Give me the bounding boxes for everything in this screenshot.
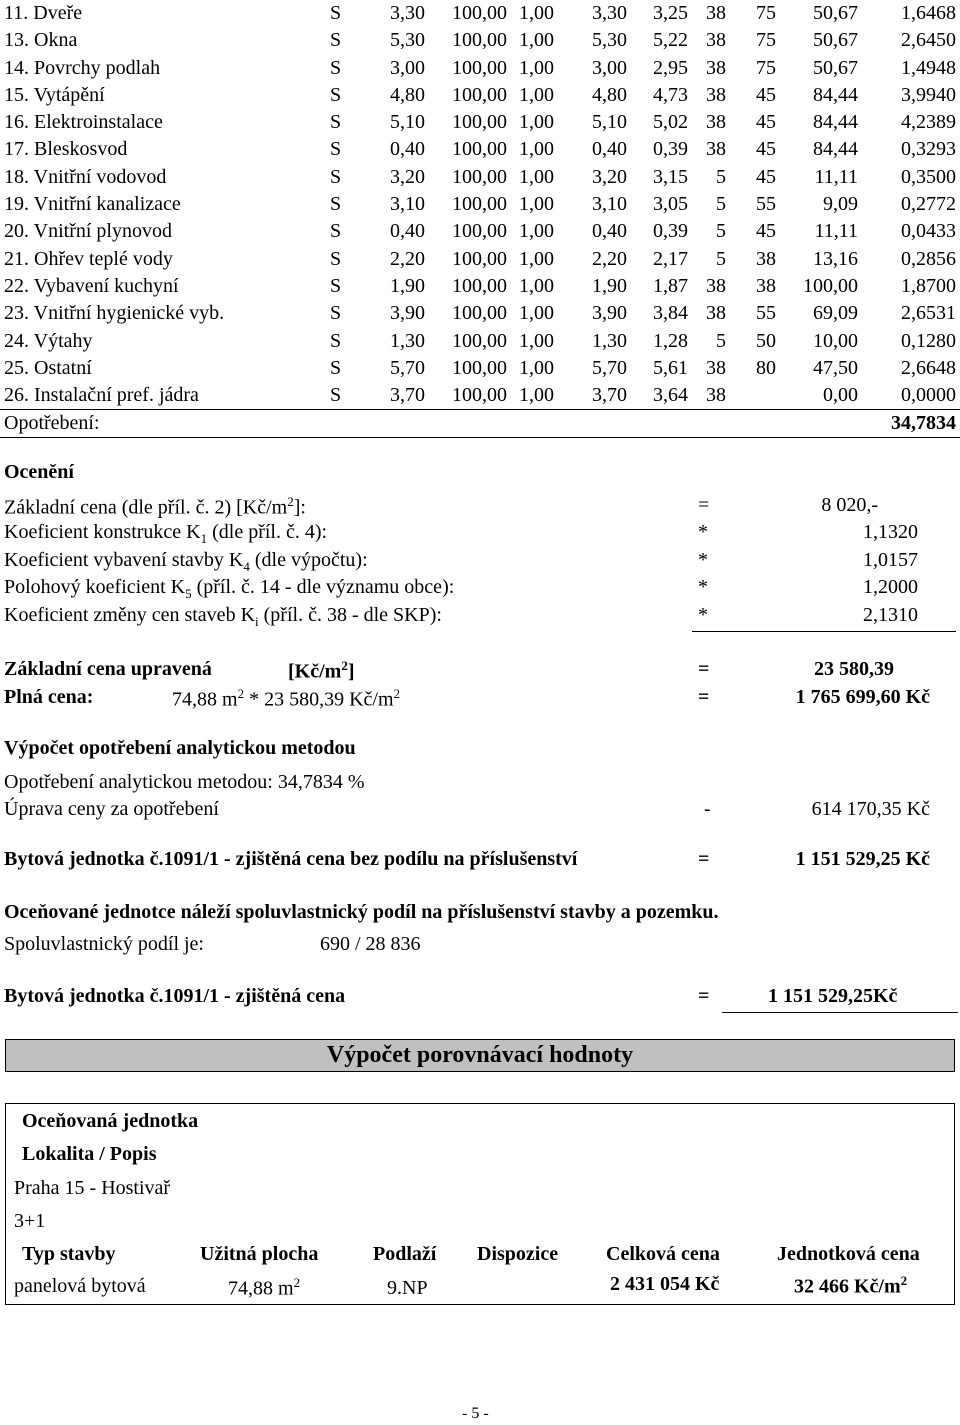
cost-cell: 75	[756, 56, 776, 79]
cost-cell: 1,90	[592, 274, 627, 297]
cost-cell: 1,00	[519, 111, 554, 134]
cost-item-name: 23. Vnitřní hygienické vyb.	[4, 302, 225, 325]
cost-cell: 10,00	[813, 329, 858, 352]
cost-cell: 1,4948	[901, 56, 956, 79]
cost-cell: S	[330, 2, 342, 24]
cost-cell: 38	[706, 29, 726, 52]
cost-cell: 2,6450	[901, 29, 956, 52]
cost-cell: 1,00	[519, 83, 554, 106]
cost-cell: 5	[716, 329, 726, 352]
unit-heading: Oceňovaná jednotka	[22, 1110, 199, 1132]
cost-cell: 5,10	[592, 111, 627, 134]
cost-cell: 84,44	[813, 138, 858, 161]
cost-cell: 1,00	[519, 56, 554, 79]
cost-cell: 2,20	[592, 247, 627, 270]
cost-cell: 100,00	[452, 356, 507, 379]
cost-cell: 1,00	[519, 165, 554, 188]
cost-cell: 1,00	[519, 329, 554, 352]
table-row	[0, 82, 960, 109]
cost-cell: 5,70	[592, 356, 627, 379]
unit-price-cmp-value: 32 466 $Kč/m^2$	[794, 1273, 908, 1298]
table-row	[0, 55, 960, 82]
cost-cell: S	[330, 274, 342, 297]
cost-cell: 3,10	[390, 193, 425, 216]
full-price-label: Plná cena:	[4, 686, 94, 708]
adjusted-value: 23 580,39	[814, 658, 894, 680]
cost-cell: 45	[756, 165, 776, 188]
cost-item-name: 11. Dveře	[4, 2, 83, 24]
cost-cell: 100,00	[452, 247, 507, 270]
cost-cell: 1,00	[519, 384, 554, 407]
unit-price-op: =	[698, 848, 710, 870]
cost-cell: 38	[706, 274, 726, 297]
analytic-heading: Výpočet opotřebení analytickou metodou	[4, 737, 356, 759]
analytic-adj-op: -	[704, 798, 711, 820]
cost-cell: 3,70	[592, 384, 627, 407]
k4-label: Koeficient vybavení stavby $K_4$ (dle výpočtu):	[4, 549, 368, 574]
cost-cell: 55	[756, 193, 776, 216]
cost-cell: 45	[756, 138, 776, 161]
cost-cell: 38	[706, 384, 726, 407]
cost-cell: 3,9940	[901, 83, 956, 106]
base-price-value: 8 020,-	[821, 494, 878, 516]
cost-cell: 100,00	[452, 111, 507, 134]
cost-cell: 5	[716, 247, 726, 270]
cost-cell: S	[330, 111, 342, 134]
cost-cell: 5	[716, 220, 726, 243]
cost-cell: 2,6531	[901, 302, 956, 325]
k4-value: 1,0157	[863, 549, 918, 571]
cost-item-name: 16. Elektroinstalace	[4, 111, 163, 134]
k5-label: Polohový koeficient $K_5$ (příl. č. 14 - dle významu obce):	[4, 576, 455, 601]
cost-cell: S	[330, 83, 342, 106]
cost-cell: 13,16	[813, 247, 858, 270]
cost-cell: 5,22	[653, 29, 688, 52]
cost-cell: 1,00	[519, 138, 554, 161]
cost-cell: 2,17	[653, 247, 688, 270]
cost-cell: 4,80	[592, 83, 627, 106]
cost-cell: 11,11	[814, 165, 858, 188]
locality-heading: Lokalita / Popis	[22, 1143, 157, 1165]
cost-item-name: 25. Ostatní	[4, 356, 92, 379]
cost-cell: 1,00	[519, 2, 554, 24]
share-label: Spoluvlastnický podíl je:	[4, 933, 204, 955]
cost-cell: 2,20	[390, 247, 425, 270]
cost-cell: 5,61	[653, 356, 688, 379]
cost-cell: 0,2772	[901, 193, 956, 216]
cost-cell: 80	[756, 356, 776, 379]
cost-cell: 45	[756, 83, 776, 106]
cost-cell: 100,00	[452, 193, 507, 216]
cost-cell: 1,00	[519, 274, 554, 297]
base-price-label: Základní cena (dle příl. č. 2) $[Kč/m^2]$:	[4, 494, 306, 519]
cost-cell: 3,15	[653, 165, 688, 188]
cost-cell: 0,0000	[901, 384, 956, 407]
table-row	[0, 300, 960, 327]
cost-cell: 100,00	[452, 138, 507, 161]
cost-cell: 0,3500	[901, 165, 956, 188]
cost-cell: 0,2856	[901, 247, 956, 270]
table-row	[0, 164, 960, 191]
cost-cell: 5,30	[390, 29, 425, 52]
table-row	[0, 246, 960, 273]
k5-value: 1,2000	[863, 576, 918, 598]
cost-cell: 38	[756, 247, 776, 270]
cost-cell: 100,00	[452, 83, 507, 106]
adjusted-op: =	[698, 658, 710, 680]
cost-cell: 3,10	[592, 193, 627, 216]
adjusted-label: Základní cena upravená	[4, 658, 212, 680]
cost-cell: 50,67	[813, 29, 858, 52]
divider	[0, 437, 960, 438]
cost-item-name: 19. Vnitřní kanalizace	[4, 193, 181, 216]
cost-item-name: 17. Bleskosvod	[4, 138, 128, 161]
cost-cell: 75	[756, 2, 776, 24]
cost-cell: S	[330, 56, 342, 79]
cost-cell: 100,00	[452, 302, 507, 325]
cost-cell: 100,00	[452, 56, 507, 79]
cost-cell: 38	[706, 56, 726, 79]
cost-cell: 1,28	[653, 329, 688, 352]
table-row	[0, 382, 960, 409]
cost-cell: 100,00	[452, 274, 507, 297]
cost-item-name: 26. Instalační pref. jádra	[4, 384, 199, 407]
table-row	[0, 0, 960, 27]
locality-value: Praha 15 - Hostivař	[14, 1177, 171, 1199]
k1-label: Koeficient konstrukce $K_1$ (dle příl. č. 4):	[4, 521, 328, 546]
cost-cell: 3,84	[653, 302, 688, 325]
cost-item-name: 14. Povrchy podlah	[4, 56, 161, 79]
full-price-op: =	[698, 686, 710, 708]
cost-cell: 1,00	[519, 193, 554, 216]
final-op: =	[698, 985, 710, 1007]
ki-label: Koeficient změny cen staveb $K_i$ (příl. č. 38 - dle SKP):	[4, 604, 442, 629]
cost-cell: 0,40	[592, 138, 627, 161]
cost-cell: S	[330, 356, 342, 379]
full-price-value: 1 765 699,60 Kč	[795, 686, 930, 708]
total-value: 2 431 054 Kč	[610, 1273, 720, 1295]
cost-cell: 100,00	[452, 329, 507, 352]
header-unit-price: Jednotková cena	[777, 1243, 920, 1265]
cost-cell: 100,00	[452, 2, 507, 24]
cost-cell: S	[330, 29, 342, 52]
cost-cell: 100,00	[452, 384, 507, 407]
divider	[692, 631, 956, 632]
table-row	[0, 191, 960, 218]
cost-cell: 3,00	[592, 56, 627, 79]
cost-cell: 1,00	[519, 302, 554, 325]
cost-cell: 9,09	[823, 193, 858, 216]
cost-cell: 3,25	[653, 2, 688, 24]
cost-cell: 4,73	[653, 83, 688, 106]
cost-cell: 0,40	[390, 220, 425, 243]
cost-cell: 1,00	[519, 356, 554, 379]
cost-cell: 3,05	[653, 193, 688, 216]
cost-cell: 84,44	[813, 83, 858, 106]
cost-cell: 0,1280	[901, 329, 956, 352]
cost-cell: 1,00	[519, 29, 554, 52]
analytic-line: Opotřebení analytickou metodou: 34,7834 %	[4, 771, 365, 793]
cost-cell: 38	[756, 274, 776, 297]
share-value: 690 / 28 836	[320, 933, 421, 955]
cost-cell: S	[330, 302, 342, 325]
cost-item-name: 13. Okna	[4, 29, 78, 52]
k5-op: *	[698, 576, 708, 598]
type-value: panelová bytová	[14, 1275, 146, 1297]
cost-cell: 4,80	[390, 83, 425, 106]
cost-cell: 1,87	[653, 274, 688, 297]
cost-cell: 84,44	[813, 111, 858, 134]
cost-cell: 0,39	[653, 138, 688, 161]
cost-cell: 3,30	[592, 2, 627, 24]
cost-cell: 3,20	[592, 165, 627, 188]
cost-cell: 3,70	[390, 384, 425, 407]
cost-item-name: 21. Ohřev teplé vody	[4, 247, 173, 270]
cost-cell: 50	[756, 329, 776, 352]
cost-cell: 11,11	[814, 220, 858, 243]
cost-cell: 38	[706, 83, 726, 106]
table-row	[0, 136, 960, 163]
cost-cell: 69,09	[813, 302, 858, 325]
cost-cell: 1,00	[519, 247, 554, 270]
analytic-adj-label: Úprava ceny za opotřebení	[4, 798, 219, 820]
k4-op: *	[698, 549, 708, 571]
cost-cell: S	[330, 247, 342, 270]
cost-cell: 4,2389	[901, 111, 956, 134]
cost-cell: 38	[706, 111, 726, 134]
table-row	[0, 27, 960, 54]
share-heading: Oceňované jednotce náleží spoluvlastnický podíl na příslušenství stavby a pozemku.	[4, 901, 719, 923]
full-price-formula: 74,88 $m^2 * 23$ 580,39 $Kč/m^2$	[172, 686, 400, 711]
header-floor: Podlaží	[373, 1243, 437, 1265]
cost-items-table	[0, 0, 960, 409]
unit-price-label: Bytová jednotka č.1091/1 - zjištěná cena bez podílu na příslušenství	[4, 848, 578, 870]
cost-cell: 0,40	[592, 220, 627, 243]
cost-cell: S	[330, 220, 342, 243]
wear-total-label: Opotřebení:	[4, 412, 100, 434]
cost-cell: 55	[756, 302, 776, 325]
cost-cell: 5,10	[390, 111, 425, 134]
cost-cell: 1,8700	[901, 274, 956, 297]
cost-item-name: 18. Vnitřní vodovod	[4, 165, 167, 188]
wear-total-value: 34,7834	[891, 412, 956, 434]
cost-cell: 1,30	[592, 329, 627, 352]
cost-cell: 1,90	[390, 274, 425, 297]
cost-cell: 100,00	[452, 165, 507, 188]
cost-item-name: 15. Vytápění	[4, 83, 105, 106]
cost-cell: 38	[706, 138, 726, 161]
area-value: 74,88 $m^2$	[228, 1275, 301, 1300]
cost-item-name: 22. Vybavení kuchyní	[4, 274, 179, 297]
cost-cell: 3,30	[390, 2, 425, 24]
k1-value: 1,1320	[863, 521, 918, 543]
divider	[722, 1012, 958, 1013]
cost-cell	[726, 382, 776, 409]
cost-cell: S	[330, 384, 342, 407]
cost-cell: 3,64	[653, 384, 688, 407]
table-row	[0, 355, 960, 382]
ki-op: *	[698, 604, 708, 626]
cost-cell: 0,40	[390, 138, 425, 161]
final-label: Bytová jednotka č.1091/1 - zjištěná cena	[4, 985, 346, 1007]
comparison-title: Výpočet porovnávací hodnoty	[326, 1042, 634, 1068]
cost-cell: 0,3293	[901, 138, 956, 161]
cost-cell: 3,20	[390, 165, 425, 188]
cost-cell: 1,00	[519, 220, 554, 243]
cost-cell: 5,70	[390, 356, 425, 379]
cost-cell: 3,00	[390, 56, 425, 79]
cost-cell: 100,00	[452, 220, 507, 243]
cost-cell: 0,0433	[901, 220, 956, 243]
cost-cell: 50,67	[813, 2, 858, 24]
cost-cell: 38	[706, 356, 726, 379]
cost-cell: 45	[756, 220, 776, 243]
header-type: Typ stavby	[22, 1243, 116, 1265]
final-value: 1 151 529,25Kč	[768, 985, 898, 1007]
divider	[0, 409, 960, 410]
header-layout: Dispozice	[477, 1243, 559, 1265]
cost-cell: 0,00	[823, 384, 858, 407]
cost-cell: 38	[706, 302, 726, 325]
cost-cell: S	[330, 165, 342, 188]
cost-cell: 0,39	[653, 220, 688, 243]
cost-cell: 2,95	[653, 56, 688, 79]
header-total: Celková cena	[606, 1243, 720, 1265]
table-row	[0, 328, 960, 355]
analytic-adj-value: 614 170,35 Kč	[811, 798, 930, 820]
cost-cell: S	[330, 138, 342, 161]
header-area: Užitná plocha	[200, 1243, 319, 1265]
cost-cell: 38	[706, 2, 726, 24]
cost-cell: 75	[756, 29, 776, 52]
cost-cell: 1,6468	[901, 2, 956, 24]
cost-cell: 5,02	[653, 111, 688, 134]
valuation-heading: Ocenění	[4, 461, 74, 483]
layout-value: 3+1	[14, 1210, 46, 1232]
adjusted-unit: $[Kč/m^2]$	[288, 658, 355, 683]
cost-cell: 3,90	[592, 302, 627, 325]
base-price-op: =	[698, 494, 710, 516]
table-row	[0, 218, 960, 245]
cost-cell: 47,50	[813, 356, 858, 379]
unit-price-value: 1 151 529,25 Kč	[795, 848, 930, 870]
floor-value: 9.NP	[387, 1277, 428, 1299]
cost-cell: 1,30	[390, 329, 425, 352]
page-number: - 5 -	[462, 1405, 489, 1422]
cost-cell: 5	[716, 193, 726, 216]
cost-cell: S	[330, 193, 342, 216]
cost-item-name: 24. Výtahy	[4, 329, 93, 352]
cost-item-name: 20. Vnitřní plynovod	[4, 220, 172, 243]
k1-op: *	[698, 521, 708, 543]
cost-cell: 5	[716, 165, 726, 188]
cost-cell: 2,6648	[901, 356, 956, 379]
table-row	[0, 109, 960, 136]
cost-cell: 3,90	[390, 302, 425, 325]
table-row	[0, 273, 960, 300]
cost-cell: 5,30	[592, 29, 627, 52]
cost-cell: S	[330, 329, 342, 352]
cost-cell: 50,67	[813, 56, 858, 79]
ki-value: 2,1310	[863, 604, 918, 626]
cost-cell: 45	[756, 111, 776, 134]
cost-cell: 100,00	[452, 29, 507, 52]
cost-cell: 100,00	[803, 274, 858, 297]
